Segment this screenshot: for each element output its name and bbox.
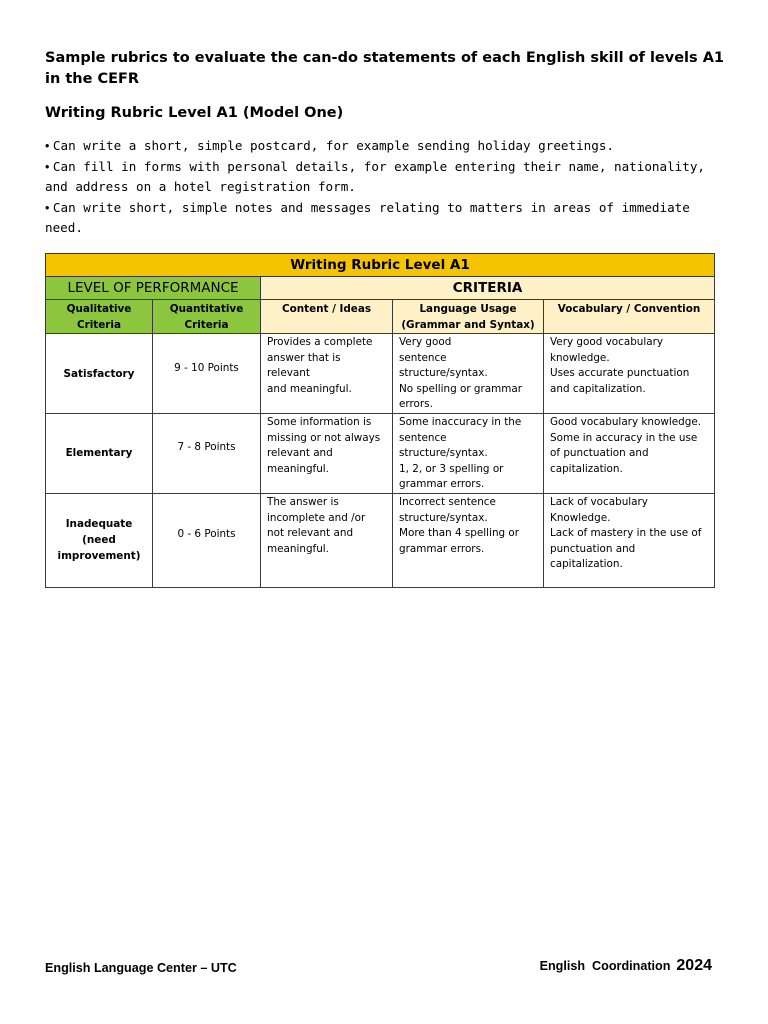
level-label: Inadequate (need improvement) [46,493,153,587]
points-range: 0 - 6 Points [153,493,261,587]
table-row [46,493,715,587]
footer-year: 2024 [676,957,712,974]
content-description: The answer is incomplete and /or not relevant and meaningful. [261,493,393,587]
language-description: Some inaccuracy in the sentence structure/syntax. 1, 2, or 3 spelling or grammar errors. [393,414,544,494]
level-label: Satisfactory [46,334,153,414]
footer-coordination-label: English Coordination [539,959,671,973]
table-row [46,334,715,414]
points-range: 7 - 8 Points [153,414,261,494]
language-description: Very good sentence structure/syntax. No spelling or grammar errors. [393,334,544,414]
document-heading: Sample rubrics to evaluate the can-do statements of each English skill of levels A1 in the CEFR [45,50,725,87]
rubric-title: Writing Rubric Level A1 [46,254,715,277]
table-row [46,414,715,494]
statement-item: • Can write a short, simple postcard, for example sending holiday greetings. [45,136,725,157]
writing-rubric-table [45,253,715,588]
footer-coordination [540,957,712,975]
language-description: Incorrect sentence structure/syntax. More than 4 spelling or grammar errors. [393,493,544,587]
can-do-statements [45,136,725,239]
footer-center-name: English Language Center – UTC [45,961,237,975]
content-description: Provides a complete answer that is relevant and meaningful. [261,334,393,414]
vocabulary-description: Lack of vocabulary Knowledge. Lack of mastery in the use of punctuation and capitalization. [544,493,715,587]
vocabulary-description: Good vocabulary knowledge. Some in accuracy in the use of punctuation and capitalization. [544,414,715,494]
points-range: 9 - 10 Points [153,334,261,414]
quantitative-criteria-header: Quantitative Criteria [153,300,261,334]
criteria-header: CRITERIA [261,277,715,300]
language-usage-header: Language Usage (Grammar and Syntax) [393,300,544,334]
section-title: Writing Rubric Level A1 (Model One) [45,105,344,121]
vocabulary-description: Very good vocabulary knowledge. Uses accurate punctuation and capitalization. [544,334,715,414]
qualitative-criteria-header: Qualitative Criteria [46,300,153,334]
level-of-performance-header: LEVEL OF PERFORMANCE [46,277,261,300]
content-ideas-header: Content / Ideas [261,300,393,334]
content-description: Some information is missing or not always relevant and meaningful. [261,414,393,494]
level-label: Elementary [46,414,153,494]
statement-item: • Can write short, simple notes and messages relating to matters in areas of immediate need. [45,198,725,239]
statement-item: • Can fill in forms with personal details, for example entering their name, nationality, and address on a hotel registration form. [45,157,725,198]
vocabulary-convention-header: Vocabulary / Convention [544,300,715,334]
